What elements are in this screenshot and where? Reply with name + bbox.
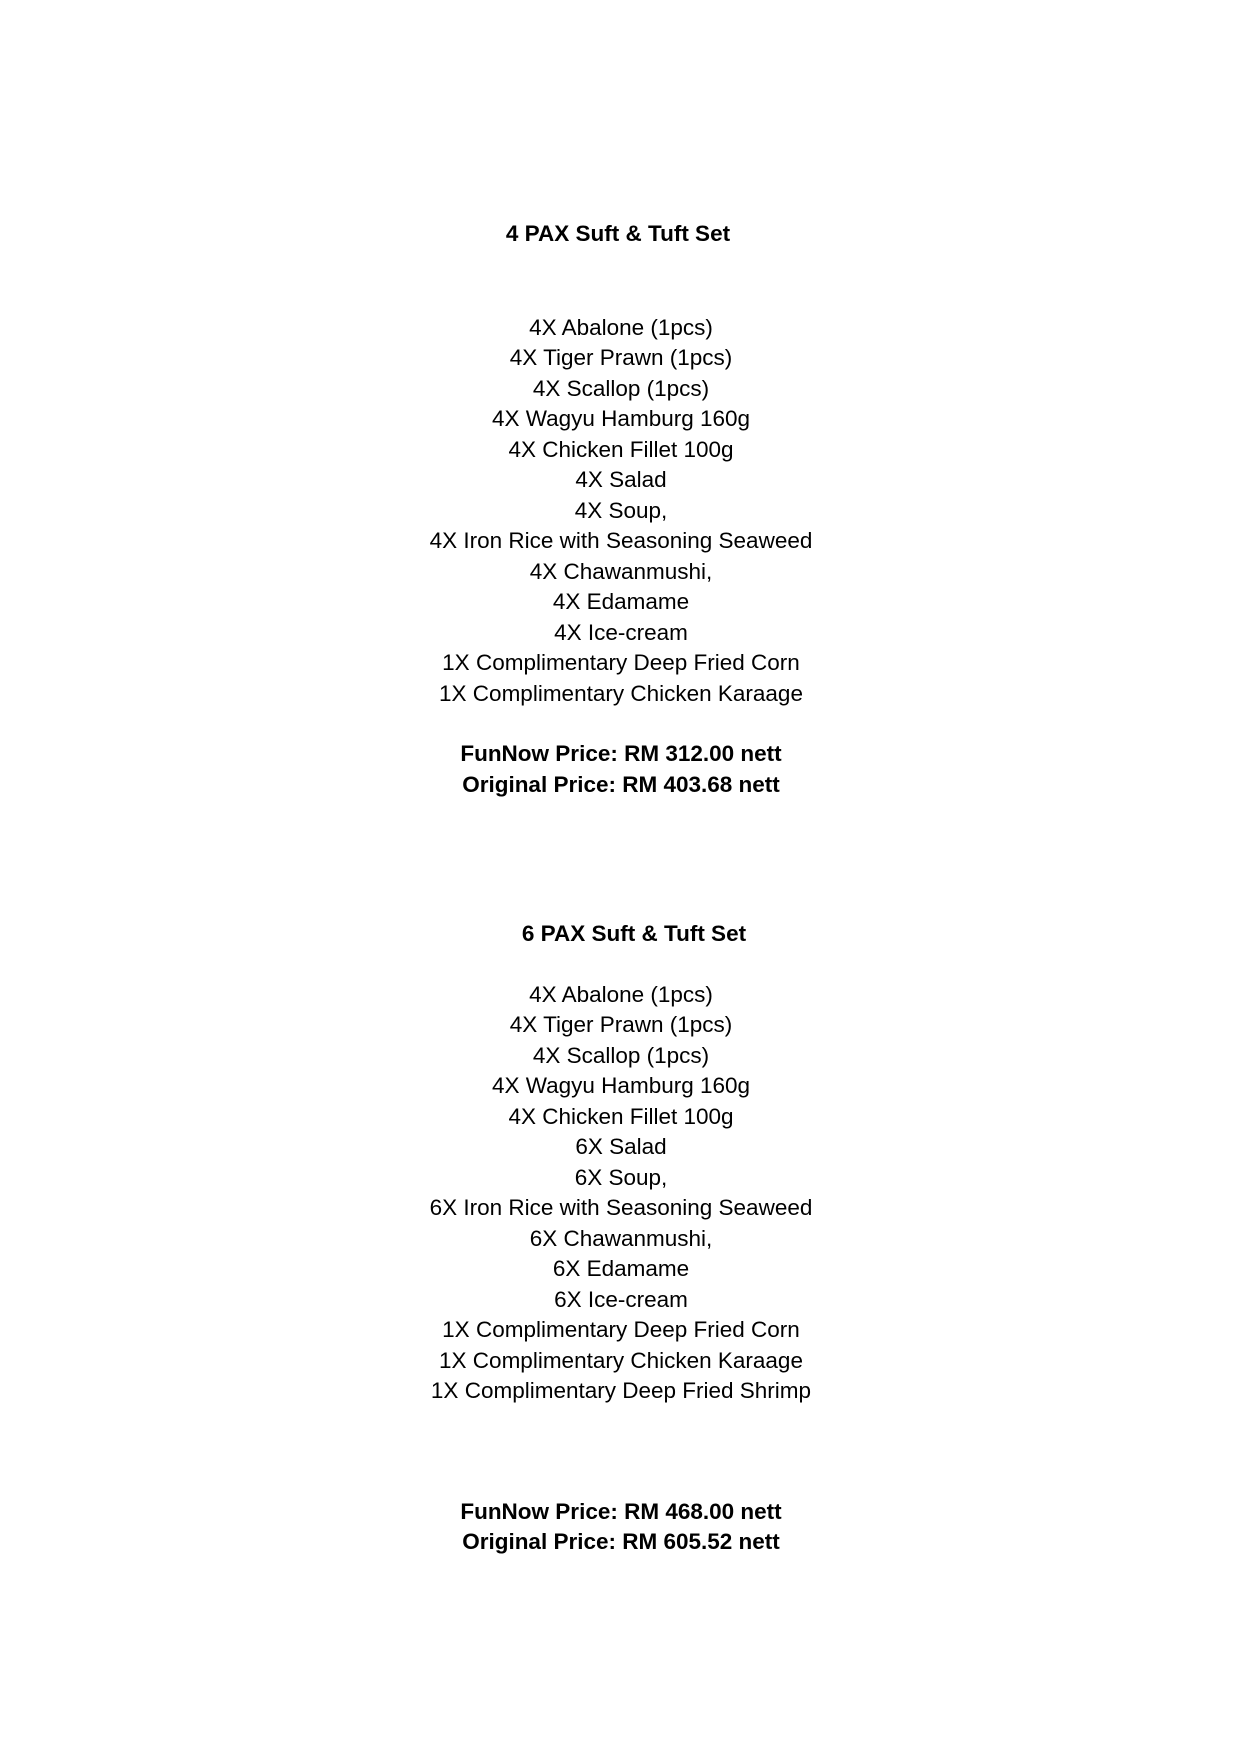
set-6-pax: [0, 919, 1242, 1558]
list-item: 4X Edamame: [552, 589, 690, 614]
list-item: 1X Complimentary Deep Fried Corn: [442, 650, 800, 675]
list-item: 4X Chawanmushi,: [529, 558, 713, 584]
list-item: 4X Soup,: [574, 497, 668, 523]
original-price: Original Price: RM 403.68 nett: [462, 771, 780, 797]
list-item: 4X Wagyu Hamburg 160g: [491, 1073, 751, 1098]
item-list: [0, 980, 1242, 1407]
list-item: 4X Chicken Fillet 100g: [508, 1103, 734, 1129]
funnow-price: FunNow Price: RM 468.00 nett: [460, 1498, 782, 1524]
list-item: 6X Salad: [575, 1134, 667, 1159]
list-item: 4X Chicken Fillet 100g: [508, 436, 734, 462]
list-item: 6X Soup,: [574, 1164, 668, 1190]
list-item: 4X Abalone (1pcs): [529, 981, 713, 1007]
list-item: 4X Scallop (1pcs): [532, 375, 710, 401]
list-item: 1X Complimentary Deep Fried Corn: [442, 1317, 800, 1342]
set-title: 4 PAX Suft & Tuft Set: [505, 221, 731, 246]
set-title: 6 PAX Suft & Tuft Set: [521, 921, 747, 946]
list-item: 4X Salad: [575, 467, 667, 492]
list-item: 4X Abalone (1pcs): [529, 314, 713, 340]
list-item: 6X Ice-cream: [554, 1286, 688, 1312]
list-item: 4X Iron Rice with Seasoning Seaweed: [429, 528, 813, 553]
list-item: 4X Tiger Prawn (1pcs): [509, 1012, 733, 1037]
list-item: 4X Scallop (1pcs): [532, 1042, 710, 1068]
list-item: 1X Complimentary Chicken Karaage: [439, 680, 803, 706]
list-item: 4X Tiger Prawn (1pcs): [509, 345, 733, 370]
original-price: Original Price: RM 605.52 nett: [462, 1529, 780, 1554]
list-item: 6X Edamame: [552, 1256, 690, 1281]
funnow-price: FunNow Price: RM 312.00 nett: [460, 741, 782, 766]
list-item: 1X Complimentary Chicken Karaage: [439, 1347, 803, 1373]
list-item: 6X Iron Rice with Seasoning Seaweed: [429, 1195, 813, 1220]
price-block: [0, 1497, 1242, 1558]
item-list: [0, 313, 1242, 710]
list-item: 4X Wagyu Hamburg 160g: [491, 406, 751, 431]
list-item: 1X Complimentary Deep Fried Shrimp: [430, 1378, 812, 1403]
price-block: [0, 739, 1242, 800]
list-item: 6X Chawanmushi,: [529, 1225, 713, 1251]
list-item: 4X Ice-cream: [554, 619, 688, 645]
set-4-pax: [0, 219, 1242, 800]
